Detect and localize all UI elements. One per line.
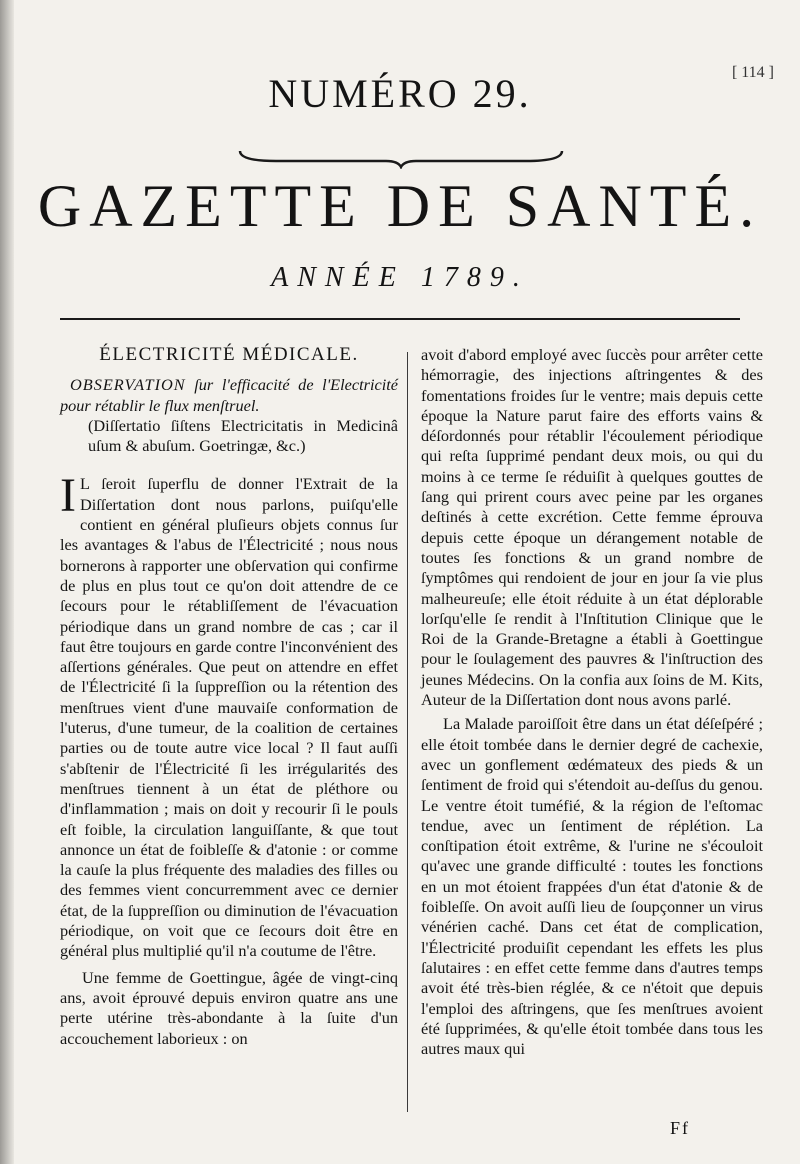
observation-title-text: ſur l'efficacité de l'Electricité pour rétablir le flux menſtruel. bbox=[60, 375, 398, 415]
observation-title bbox=[60, 375, 398, 416]
paragraph-1-text: L ſeroit ſuperflu de donner l'Extrait de la Diſſertation dont nous parlons, puiſqu'elle contient en général pluſieurs objets connus ſur les avantages & l'abus de l'Électricité ; nous nous bornerons à rapporter une obſervation qui confirme de plus en plus tout ce qu'on doit attendre de ce ſecours pour le rétabliſſement de l'évacuation périodique dans un grand nombre de cas ; car il faut être toujours en garde contre l'inconvénient des aſſertions générales. Que peut on attendre en effet de l'Électricité ſi la ſuppreſſion ou la rétention des menſtrues vient d'une mauvaiſe conformation de l'uterus, d'une tumeur, de la coalition de certaines parties ou de toute autre vice local ? Il faut auſſi s'abſtenir de l'Électricité ſi les irrégularités des menſtrues tiennent à un état de pléthore ou d'inflammation ; mais on doit y recourir ſi le pouls eſt foible, la circulation languiſſante, & que tout annonce un état de foibleſſe & d'atonie : or comme la cauſe la plus fréquente des maladies des filles ou des femmes vient concurremment avec ce dernier état, de la ſuppreſſion ou diminution de l'évacuation périodique, on voit que ce ſecours doit être en général plus multiplié qu'il n'a coutume de l'être. bbox=[60, 474, 398, 961]
paragraph-1 bbox=[60, 469, 398, 961]
observation-label: OBSERVATION bbox=[70, 375, 186, 395]
paragraph-2-right: avoit d'abord employé avec ſuccès pour arrêter cette hémorragie, des injections aſtringentes & des fomentations froides ſur le ventre; mais depuis cette époque la Nature parut faire des efforts vains & déſordonnés pour rétablir l'écoulement périodique qui reſta ſupprimé pendant deux mois, ou qui du moins à ce terme ſe réduiſit à quelques gouttes de ſang qui prirent cours avec peine par les organes deſtinés à cette excrétion. Cette femme éprouva depuis cette époque un dérangement notable de toutes ſes fonctions & un grand nombre de ſymptômes qui rendoient de jour en jour ſa vie plus malheureuſe; elle étoit réduite à un état déplorable lorſqu'elle ſe rendit à l'Inſtitution Clinique que le Roi de la Grande-Bretagne a établi à Goettingue pour le ſoulagement des pauvres & l'inſtruction des jeunes Médecins. On la confia aux ſoins de M. Kits, Auteur de la Diſſertation dont nous avons parlé. bbox=[421, 345, 763, 710]
page-number: [ 114 ] bbox=[731, 64, 774, 81]
column-divider bbox=[407, 352, 408, 1112]
issue-number: NUMÉRO 29. bbox=[268, 71, 532, 116]
brace-ornament-icon bbox=[236, 143, 566, 169]
paragraph-3: La Malade paroiſſoit être dans un état déſeſpéré ; elle étoit tombée dans le dernier degré de cachexie, avec un gonflement œdémateux des pieds & un ſentiment de froid qui s'étendoit au-deſſus du genou. Le ventre étoit tuméfié, & la région de l'eſtomac tendue, avec un ſentiment de réplétion. La conſtipation étoit extrême, & l'urine ne s'écouloit qu'avec une grande difficulté : toutes les fonctions en un mot étoient frappées d'un état d'atonie & de foibleſſe. On avoit auſſi lieu de ſoupçonner un virus vénérien caché. Dans cet état de complication, l'Électricité produiſit cependant les effets les plus ſalutaires : en effet cette femme dans d'autres temps avoit été très-bien réglée, & ce n'étoit que depuis l'emploi des aſtringens, que ſes menſtrues avoient été ſupprimées, & qu'elle étoit tombée dans tous les autres maux qui bbox=[421, 714, 763, 1059]
newspaper-title: GAZETTE DE SANTÉ. bbox=[37, 173, 763, 239]
right-column bbox=[421, 345, 763, 1063]
header-rule bbox=[60, 318, 740, 320]
observation-subtitle: (Diſſertatio ſiſtens Electricitatis in Medicinâ uſum & abuſum. Goetringæ, &c.) bbox=[88, 415, 398, 456]
section-title: ÉLECTRICITÉ MÉDICALE. bbox=[99, 344, 359, 365]
paragraph-2-left: Une femme de Goettingue, âgée de vingt-cinq ans, avoit éprouvé depuis environ quatre ans une perte utérine très-abondante à la ſuite d'un accouchement laborieux : on bbox=[60, 967, 398, 1048]
dropcap: I bbox=[60, 469, 76, 523]
year-line: ANNÉE 1789. bbox=[271, 262, 529, 293]
signature-mark: Ff bbox=[669, 1118, 690, 1138]
left-column bbox=[60, 345, 398, 1053]
